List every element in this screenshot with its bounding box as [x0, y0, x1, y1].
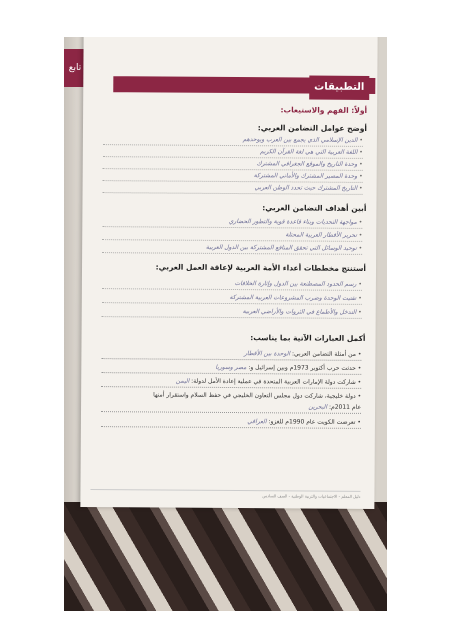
bullet-marker-icon: [369, 86, 373, 90]
handwritten-answer: الوحدة بين الأقطار: [244, 350, 291, 358]
fill-statement: [101, 416, 361, 429]
carpet-background: [64, 502, 387, 611]
fill-statement: [101, 390, 361, 402]
question-3-title: أستنتج مخططات أعداء الأمة العربية لإعاقة العمل العربي:: [155, 262, 367, 273]
previous-page-tab: تابع: [64, 49, 86, 87]
statement-text: دولة خليجية، شاركت دول مجلس التعاون الخليجي في حفظ السلام واستقرار أمنها: [153, 391, 356, 400]
statement-text: من أمثلة التضامن العربي:: [292, 350, 356, 358]
section-title-comprehension: أولاً: الفهم والاستيعاب:: [280, 105, 368, 115]
statement-text: شاركت دولة الإمارات العربية المتحدة في عملية إعادة الأمل لدولة:: [191, 377, 356, 386]
question-1-title: أوضح عوامل التضامن العربي:: [257, 123, 368, 133]
answer-line: • التدخل والأطماع في الثروات والأراضي العربية: [102, 306, 362, 319]
answer-line: • تحرير الأقطار العربية المحتلة: [102, 229, 362, 242]
fill-statement: [101, 362, 361, 375]
handwritten-answer: البحرين: [308, 403, 328, 411]
answer-line: • مواجهة التحديات وبناء قاعدة قوية والتطور الحضاري: [102, 216, 362, 229]
statement-text: تعرضت الكويت عام 1990م للغزو:: [268, 418, 356, 426]
textbook-page: [80, 37, 377, 509]
fill-statement: [101, 376, 361, 389]
handwritten-answer: اليمن: [175, 377, 190, 385]
statement-text: حدثت حرب أكتوبر 1973م وبين إسرائيل و:: [248, 364, 356, 372]
question-2-title: أبين أهداف التضامن العربي:: [262, 203, 367, 213]
fill-statement: [101, 348, 361, 361]
answer-line: • اللغة العربية التي هي لغة القرآن الكريم: [103, 146, 363, 159]
question-4-title: أكمل العبارات الآتية بما يناسب:: [250, 333, 366, 343]
statement-text: عام 2011م:: [328, 403, 362, 411]
handwritten-answer: مصر وسوريا: [215, 363, 247, 372]
photo-frame: [64, 37, 387, 611]
answer-line: • تفتيت الوحدة وضرب المشروعات العربية المشتركة: [102, 292, 362, 305]
answer-line: • توحيد الوسائل التي تحقق المنافع المشتركة بين الدول العربية: [102, 242, 362, 255]
handwritten-answer: العراقي: [247, 418, 267, 426]
page-footer: دليل المعلم - الاجتماعيات والتربية الوطنية - الصف السادس: [90, 489, 360, 499]
fill-statement: [101, 401, 361, 414]
answer-line: • وحدة التاريخ والموقع الجغرافي المشترك: [103, 158, 363, 171]
header-title: التطبيقات: [309, 76, 369, 100]
answer-line: • رسم الحدود المصطنعة بين الدول وإثارة الخلافات: [102, 278, 362, 291]
answer-line: • الدين الإسلامي الذي يجمع بين العرب ويوحدهم: [103, 134, 363, 147]
answer-line: • التاريخ المشترك حيث تحدد الوطن العربي: [103, 182, 363, 195]
answer-line: • وحدة المصير المشترك والأماني المشتركة: [103, 170, 363, 183]
